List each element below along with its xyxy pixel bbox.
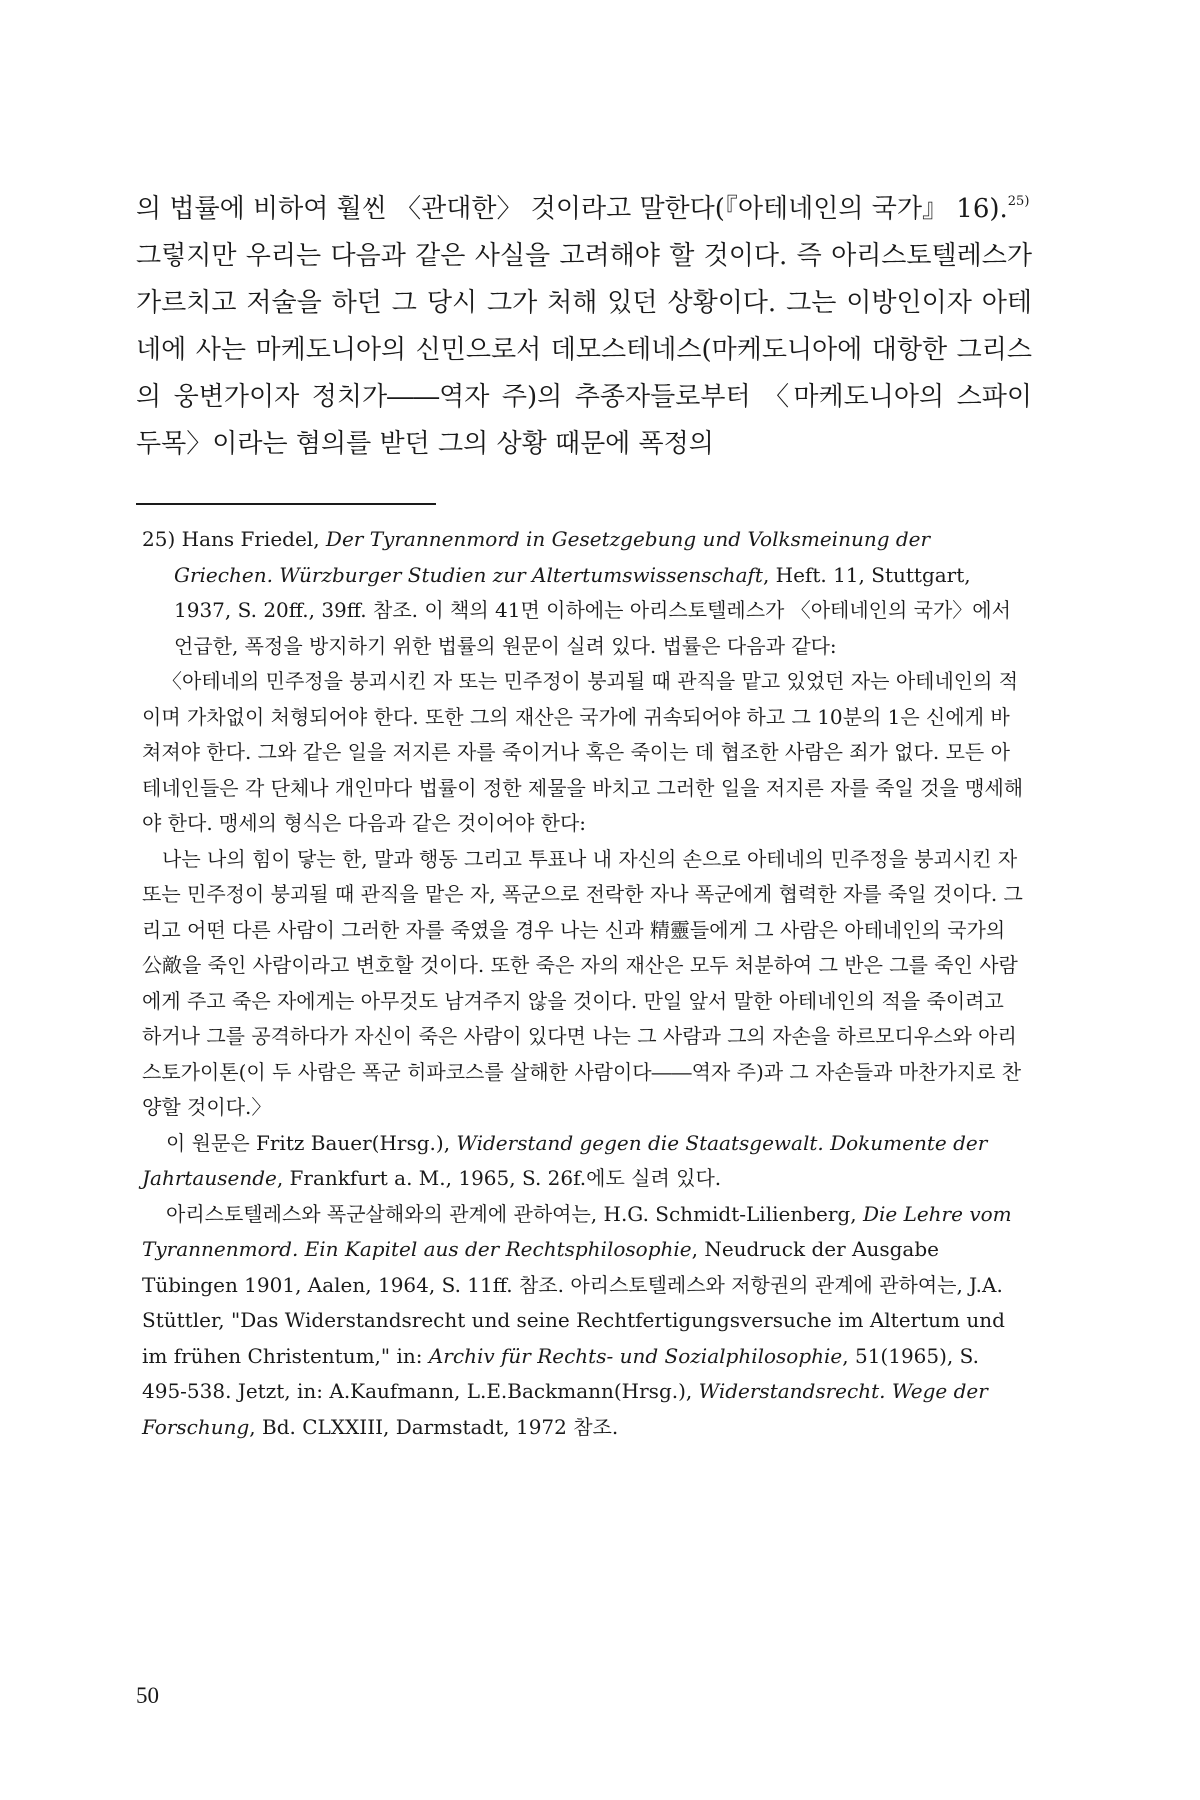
footnote-divider xyxy=(136,503,436,505)
footnote-book-title: Der Tyrannenmord in Gesetzgebung und Volksmeinung der Griechen. Würzburger Studien zur Altertumswissenschaft xyxy=(174,527,931,587)
footnote-book-title: Widerstand gegen die Staatsgewalt. Dokumente der Jahrtausende xyxy=(142,1130,988,1190)
footnote-paragraph xyxy=(142,1126,1028,1197)
main-text xyxy=(136,186,1032,468)
footnote-text: , Neudruck der Ausgabe Tübingen 1901, Aalen, 1964, S. 11ff. 참조. 아리스토텔레스와 저항권의 관계에 관하여는, J.A. Stüttler, "Das Widerstandsrecht und seine Rechtfertigungsversuche im Altertum und im frühen Christentum," in: xyxy=(142,1237,1005,1368)
main-line-1: 의 법률에 비하여 훨씬 〈관대한〉 것이라고 말한다(『아테네인의 국가』 16). xyxy=(136,194,1008,224)
footnote-journal-title: Archiv für Rechts- und Sozialphilosophie xyxy=(428,1343,843,1368)
footnote-paragraph xyxy=(142,1197,1028,1446)
footnote-number: 25) xyxy=(142,527,176,551)
footnote-text: 아리스토텔레스와 폭군살해와의 관계에 관하여는, H.G. Schmidt-Lilienberg, xyxy=(166,1201,863,1226)
oath-quote: 나는 나의 힘이 닿는 한, 말과 행동 그리고 투표나 내 자신의 손으로 아테네의 민주정을 붕괴시킨 자 또는 민주정이 붕괴될 때 관직을 맡은 자, 폭군으로 전락한 자나 폭군에게 협력한 자를 죽일 것이다. 그리고 어떤 다른 사람이 그러한 자를 죽였을 경우 나는 신과 精靈들에게 그 사람은 아테네인의 국가의 公敵을 죽인 사람이라고 변호할 것이다. 또한 죽은 자의 재산은 모두 처분하여 그 반은 그를 죽인 사람에게 주고 죽은 자에게는 아무것도 남겨주지 않을 것이다. 만일 앞서 말한 아테네인의 적을 죽이려고 하거나 그를 공격하다가 자신이 죽은 사람이 있다면 나는 그 사람과 그의 자손을 하르모디우스와 아리스토가이톤(이 두 사람은 폭군 히파코스를 살해한 사람이다――역자 주)과 그 자손들과 마찬가지로 찬양할 것이다.〉 xyxy=(142,846,1023,1119)
footnote-book-title: Die Lehre vom Tyrannenmord. Ein Kapitel aus der Rechtsphilosophie xyxy=(142,1201,1012,1261)
footnote-book-title: Widerstandsrecht. Wege der Forschung xyxy=(142,1379,988,1439)
main-paragraph xyxy=(136,186,1032,468)
main-body: 그렇지만 우리는 다음과 같은 사실을 고려해야 할 것이다. 즉 아리스토텔레스가 가르치고 저술을 하던 그 당시 그가 처해 있던 상황이다. 그는 이방인이자 아테네에 사는 마케도니아의 신민으로서 데모스테네스(마케도니아에 대항한 그리스의 웅변가이자 정치가――역자 주)의 추종자들로부터 〈마케도니아의 스파이 두목〉이라는 혐의를 받던 그의 상황 때문에 폭정의 xyxy=(136,241,1032,459)
footnote-text: Hans Friedel, xyxy=(181,527,326,551)
footnote-first-paragraph xyxy=(142,522,1028,664)
law-quote: 〈아테네의 민주정을 붕괴시킨 자 또는 민주정이 붕괴될 때 관직을 맡고 있었던 자는 아테네인의 적이며 가차없이 처형되어야 한다. 또한 그의 재산은 국가에 귀속되어야 하고 그 10분의 1은 신에게 바쳐져야 한다. 그와 같은 일을 저지른 자를 죽이거나 혹은 죽이는 데 협조한 사람은 죄가 없다. 모든 아테네인들은 각 단체나 개인마다 법률이 정한 제물을 바치고 그러한 일을 저지른 자를 죽일 것을 맹세해야 한다. 맹세의 형식은 다음과 같은 것이어야 한다: xyxy=(142,669,1024,835)
footnote-text: , Bd. CLXXIII, Darmstadt, 1972 참조. xyxy=(249,1414,619,1439)
footnote-text: 이 원문은 Fritz Bauer(Hrsg.), xyxy=(166,1130,457,1155)
footnote-25 xyxy=(142,522,1028,1445)
footnote-text: , 51(1965), S. 495-538. Jetzt, in: A.Kaufmann, L.E.Backmann(Hrsg.), xyxy=(142,1343,979,1403)
footnote-text: , Heft. 11, Stuttgart, 1937, S. 20ff., 39ff. 참조. 이 책의 41면 이하에는 아리스토텔레스가 〈아테네인의 국가〉에서 언급한, 폭정을 방지하기 위한 법률의 원문이 실려 있다. 법률은 다음과 같다: xyxy=(174,562,1011,658)
footnote-text: , Frankfurt a. M., 1965, S. 26f.에도 실려 있다. xyxy=(276,1166,722,1190)
footnote-reference: 25) xyxy=(1007,194,1030,209)
page-number: 50 xyxy=(136,1683,159,1708)
